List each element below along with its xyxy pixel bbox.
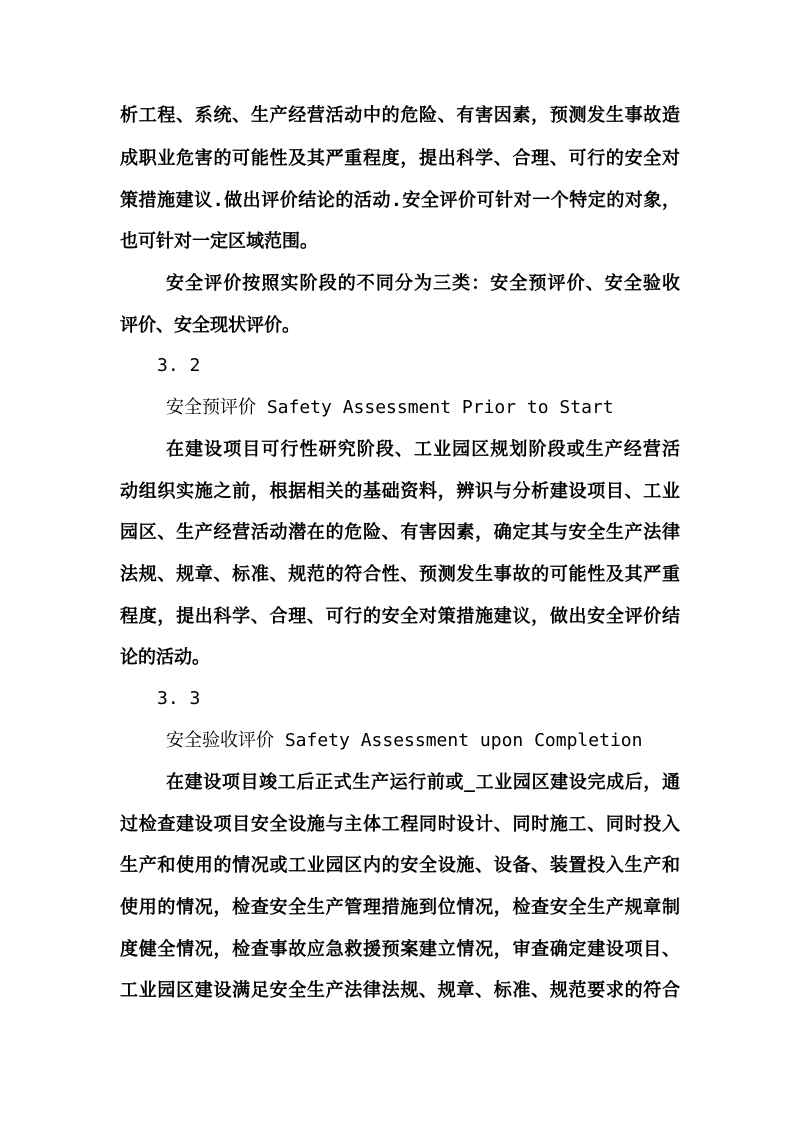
paragraph-line: 动组织实施之前，根据相关的基础资料，辨识与分析建设项目、工业 <box>120 481 680 502</box>
paragraph-line: 评价、安全现状评价。 <box>120 315 300 336</box>
paragraph-line: 也可针对一定区域范围。 <box>120 231 318 252</box>
paragraph-line: 析工程、系统、生产经营活动中的危险、有害因素，预测发生事故造 <box>120 105 680 126</box>
section-number: 3. 2 <box>157 355 201 376</box>
paragraph-line: 生产和使用的情况或工业园区内的安全设施、设备、装置投入生产和 <box>120 855 680 876</box>
paragraph-line: 过检查建设项目安全设施与主体工程同时设计、同时施工、同时投入 <box>120 814 680 835</box>
paragraph-line: 在建设项目可行性研究阶段、工业园区规划阶段或生产经营活 <box>166 439 680 460</box>
section-heading: 安全预评价 Safety Assessment Prior to Start <box>166 397 614 418</box>
paragraph-line: 工业园区建设满足安全生产法律法规、规章、标准、规范要求的符合 <box>120 980 680 1001</box>
paragraph-line: 程度，提出科学、合理、可行的安全对策措施建议，做出安全评价结 <box>120 606 680 627</box>
paragraph-line: 法规、规章、标准、规范的符合性、预测发生事故的可能性及其严重 <box>120 564 680 585</box>
section-number: 3. 3 <box>157 688 201 709</box>
section-heading: 安全验收评价 Safety Assessment upon Completion <box>166 730 643 751</box>
paragraph-line: 园区、生产经营活动潜在的危险、有害因素，确定其与安全生产法律 <box>120 522 680 543</box>
paragraph-line: 成职业危害的可能性及其严重程度，提出科学、合理、可行的安全对 <box>120 148 680 169</box>
paragraph-line: 策措施建议.做出评价结论的活动.安全评价可针对一个特定的对象， <box>120 190 680 211</box>
paragraph-line: 度健全情况，检查事故应急救援预案建立情况，审查确定建设项目、 <box>120 939 680 960</box>
paragraph-line: 安全评价按照实阶段的不同分为三类：安全预评价、安全验收 <box>166 273 680 294</box>
paragraph-line: 论的活动。 <box>120 647 210 668</box>
paragraph-line: 使用的情况，检查安全生产管理措施到位情况，检查安全生产规章制 <box>120 897 680 918</box>
paragraph-line: 在建设项目竣工后正式生产运行前或_工业园区建设完成后，通 <box>166 772 680 793</box>
